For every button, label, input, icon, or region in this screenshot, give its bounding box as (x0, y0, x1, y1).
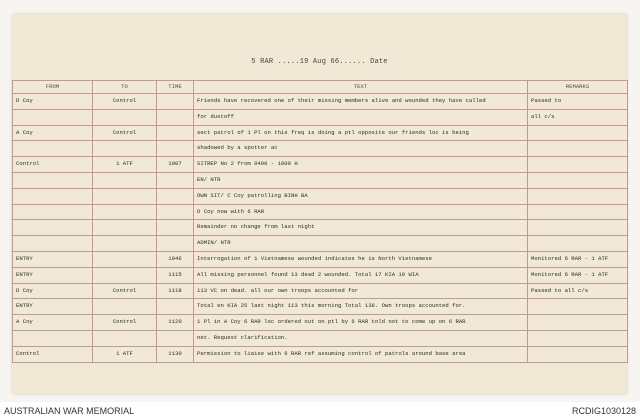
table-row (13, 346, 628, 362)
cell-to (93, 141, 157, 157)
cell-remarks (528, 236, 628, 252)
cell-text: for dustoff (194, 109, 528, 125)
cell-time (157, 109, 194, 125)
message-log-table (12, 80, 628, 363)
cell-text: Remainder no change from last night (194, 220, 528, 236)
cell-time (157, 172, 194, 188)
column-header-text: TEXT (194, 81, 528, 94)
cell-time: 1120 (157, 315, 194, 331)
cell-remarks (528, 157, 628, 173)
cell-to (93, 299, 157, 315)
log-body (13, 94, 628, 363)
cell-time: 1118 (157, 283, 194, 299)
cell-from (13, 172, 93, 188)
column-header-from: FROM (13, 81, 93, 94)
cell-to (93, 251, 157, 267)
table-row (13, 157, 628, 173)
cell-from: ENTRY (13, 251, 93, 267)
cell-from: A Coy (13, 125, 93, 141)
cell-remarks (528, 346, 628, 362)
cell-time (157, 299, 194, 315)
cell-to: Control (93, 125, 157, 141)
cell-text: shadowed by a spotter ac (194, 141, 528, 157)
cell-to: Control (93, 94, 157, 110)
cell-from (13, 188, 93, 204)
cell-remarks: Monitored 6 RAR - 1 ATF (528, 251, 628, 267)
table-row (13, 283, 628, 299)
cell-text: SITREP No 2 from 0400 - 1000 H (194, 157, 528, 173)
cell-text: ADMIN/ NTR (194, 236, 528, 252)
cell-from: ENTRY (13, 299, 93, 315)
cell-remarks (528, 315, 628, 331)
header-row (13, 81, 628, 94)
table-row (13, 94, 628, 110)
cell-time (157, 220, 194, 236)
cell-remarks: Passed to all c/s (528, 283, 628, 299)
cell-from (13, 330, 93, 346)
cell-time (157, 330, 194, 346)
cell-text: Interrogation of 1 Vietnamese wounded indicates he is North Vietnamese (194, 251, 528, 267)
table-row (13, 141, 628, 157)
cell-remarks: all c/s (528, 109, 628, 125)
archive-reference: RCDIG1030128 (571, 406, 636, 416)
table-row (13, 315, 628, 331)
cell-remarks: Passed to (528, 94, 628, 110)
archive-footer (0, 402, 640, 420)
cell-to: 1 ATF (93, 346, 157, 362)
table-row (13, 299, 628, 315)
cell-time (157, 125, 194, 141)
cell-text: net. Request clarification. (194, 330, 528, 346)
table-row (13, 220, 628, 236)
column-header-time: TIME (157, 81, 194, 94)
cell-from (13, 109, 93, 125)
table-row (13, 267, 628, 283)
cell-from: D Coy (13, 94, 93, 110)
table-row (13, 251, 628, 267)
cell-time (157, 204, 194, 220)
cell-to (93, 172, 157, 188)
cell-to (93, 109, 157, 125)
cell-text: 1 Pl in A Coy 6 RAR loc ordered out on ptl by 6 RAR told not to come up on 6 RAR (194, 315, 528, 331)
cell-to (93, 236, 157, 252)
cell-remarks (528, 188, 628, 204)
cell-from (13, 220, 93, 236)
cell-time (157, 141, 194, 157)
cell-from: D Coy (13, 283, 93, 299)
cell-from (13, 236, 93, 252)
cell-time: 1130 (157, 346, 194, 362)
sheet-heading: 5 RAR .....19 Aug 66...... Date (251, 58, 388, 66)
table-row (13, 125, 628, 141)
cell-to (93, 267, 157, 283)
cell-text: D Coy now with 6 RAR (194, 204, 528, 220)
cell-text: sect patrol of 1 Pl on this freq is doing a ptl opposite our friends loc is being (194, 125, 528, 141)
cell-time (157, 188, 194, 204)
table-row (13, 172, 628, 188)
cell-text: 113 VC on dead. all our own troops accounted for (194, 283, 528, 299)
cell-from: ENTRY (13, 267, 93, 283)
cell-to (93, 204, 157, 220)
cell-to: Control (93, 315, 157, 331)
cell-remarks (528, 141, 628, 157)
cell-from: Control (13, 157, 93, 173)
cell-remarks (528, 330, 628, 346)
column-header-to: TO (93, 81, 157, 94)
cell-to (93, 188, 157, 204)
table-row (13, 188, 628, 204)
cell-remarks (528, 299, 628, 315)
cell-text: Total en KIA 25 last night 113 this morning Total 138. Own troops accounted for. (194, 299, 528, 315)
cell-from (13, 141, 93, 157)
cell-from (13, 204, 93, 220)
cell-to (93, 330, 157, 346)
cell-time: 1007 (157, 157, 194, 173)
cell-time: 1115 (157, 267, 194, 283)
cell-remarks: Monitored 6 RAR - 1 ATF (528, 267, 628, 283)
column-header-remarks: REMARKS (528, 81, 628, 94)
cell-to (93, 220, 157, 236)
cell-time (157, 94, 194, 110)
table-row (13, 330, 628, 346)
cell-remarks (528, 204, 628, 220)
cell-text: Friends have recovered one of their missing members alive and wounded they have called (194, 94, 528, 110)
cell-text: All missing personnel found 13 dead 2 wounded. Total 17 KIA 19 WIA (194, 267, 528, 283)
cell-remarks (528, 172, 628, 188)
cell-text: EN/ NTR (194, 172, 528, 188)
cell-text: Permission to liaise with 6 RAR ref assuming control of patrols around base area (194, 346, 528, 362)
archive-credit: AUSTRALIAN WAR MEMORIAL (4, 406, 135, 416)
cell-text: OWN SIT/ C Coy patrolling BINH BA (194, 188, 528, 204)
log-sheet (12, 14, 627, 394)
cell-time (157, 236, 194, 252)
table-row (13, 109, 628, 125)
cell-to: 1 ATF (93, 157, 157, 173)
cell-from: Control (13, 346, 93, 362)
cell-remarks (528, 220, 628, 236)
cell-from: A Coy (13, 315, 93, 331)
cell-remarks (528, 125, 628, 141)
cell-time: 1046 (157, 251, 194, 267)
cell-to: Control (93, 283, 157, 299)
table-row (13, 204, 628, 220)
table-row (13, 236, 628, 252)
